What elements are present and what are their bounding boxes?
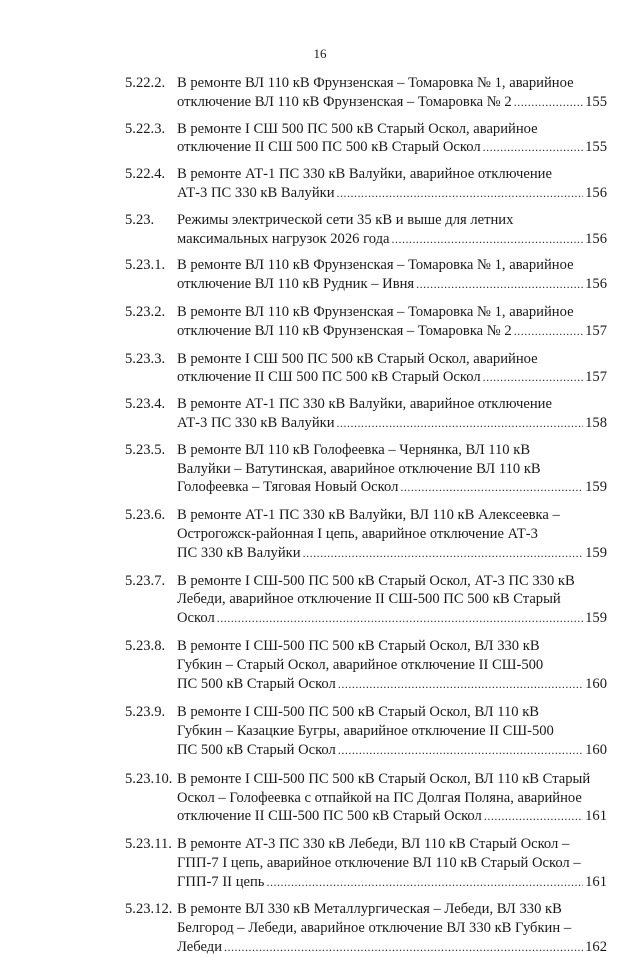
toc-entry-last-line — [177, 414, 607, 433]
dot-leader — [338, 675, 583, 694]
toc-entry-page-number[interactable]: 161 — [585, 808, 607, 825]
toc-entry-page-number[interactable]: 156 — [585, 230, 607, 247]
toc-entry-title — [177, 303, 607, 341]
toc-entry-title-line: В ремонте I СШ-500 ПС 500 кВ Старый Оскол, ВЛ 110 кВ — [177, 704, 540, 721]
toc-entry-title-line: АТ-3 ПС 330 кВ Валуйки — [177, 414, 335, 431]
toc-entry-title-line: АТ-3 ПС 330 кВ Валуйки — [177, 184, 335, 201]
page-number: 16 — [313, 46, 327, 61]
toc-entry-number: 5.23.8. — [125, 637, 166, 654]
toc-entry-page-number[interactable]: 157 — [585, 369, 607, 386]
toc-entry-page-number[interactable]: 159 — [585, 479, 607, 496]
toc-entry-title — [177, 637, 607, 693]
toc-entry[interactable] — [0, 835, 640, 891]
toc-entry-title-line: отключение II СШ 500 ПС 500 кВ Старый Оскол — [177, 369, 481, 386]
toc-entry-title-line: Губкин – Старый Оскол, аварийное отключение II СШ-500 — [177, 656, 544, 673]
dot-leader — [337, 414, 584, 433]
toc-entry-title — [177, 350, 607, 388]
dot-leader — [483, 368, 584, 387]
dot-leader — [338, 741, 583, 760]
toc-entry-title — [177, 256, 607, 294]
toc-entry-title-line: Лебеди, аварийное отключение II СШ-500 ПС 500 кВ Старый — [177, 591, 561, 608]
toc-entry[interactable] — [0, 770, 640, 826]
toc-entry-title-line: ПС 500 кВ Старый Оскол — [177, 741, 336, 758]
toc-entry-title-line: максимальных нагрузок 2026 года — [177, 230, 390, 247]
toc-entry[interactable] — [0, 350, 640, 388]
toc-entry[interactable] — [0, 165, 640, 203]
toc-entry-title — [177, 441, 607, 497]
toc-entry[interactable] — [0, 506, 640, 562]
toc-entry-page-number[interactable]: 159 — [585, 544, 607, 561]
toc-entry-last-line — [177, 807, 607, 826]
toc-entry-title-line: отключение ВЛ 110 кВ Фрунзенская – Томаровка № 2 — [177, 322, 512, 339]
toc-entry-number: 5.23.6. — [125, 507, 166, 524]
toc-entry-title-line: В ремонте I СШ-500 ПС 500 кВ Старый Оскол, ВЛ 110 кВ Старый — [177, 770, 591, 787]
toc-entry-title-line: В ремонте АТ-3 ПС 330 кВ Лебеди, ВЛ 110 кВ Старый Оскол – — [177, 836, 570, 853]
toc-entry-page-number[interactable]: 158 — [585, 414, 607, 431]
toc-entry-title-line: В ремонте I СШ 500 ПС 500 кВ Старый Оскол, аварийное — [177, 350, 538, 367]
toc-entry-page-number[interactable]: 159 — [585, 610, 607, 627]
toc-entry-title-line: В ремонте ВЛ 110 кВ Голофеевка – Чернянка, ВЛ 110 кВ — [177, 441, 531, 458]
toc-entry-last-line — [177, 675, 607, 694]
toc-entry-title-line: В ремонте ВЛ 110 кВ Фрунзенская – Томаровка № 1, аварийное — [177, 303, 574, 320]
toc-entry-title — [177, 703, 607, 759]
toc-entry-title — [177, 900, 607, 956]
toc-entry[interactable] — [0, 572, 640, 628]
toc-entry[interactable] — [0, 303, 640, 341]
dot-leader — [392, 230, 584, 249]
toc-entry-number: 5.22.4. — [125, 166, 166, 183]
toc-entry-last-line — [177, 275, 607, 294]
toc-entry-page-number[interactable]: 162 — [585, 939, 607, 956]
dot-leader — [484, 807, 583, 826]
toc-entry-title — [177, 572, 607, 628]
toc-entry-last-line — [177, 93, 607, 112]
toc-entry-number: 5.23.12. — [125, 901, 173, 918]
toc-entry-number: 5.23.11. — [125, 836, 172, 853]
toc-entry-number: 5.23.5. — [125, 441, 166, 458]
toc-entry-last-line — [177, 138, 607, 157]
dot-leader — [514, 93, 583, 112]
toc-entry-title — [177, 211, 607, 249]
toc-entry-last-line — [177, 322, 607, 341]
toc-entry-title-line: Лебеди — [177, 939, 223, 956]
toc-entry-last-line — [177, 478, 607, 497]
toc-entry-title-line: ПС 500 кВ Старый Оскол — [177, 675, 336, 692]
toc-entry-page-number[interactable]: 160 — [585, 741, 607, 758]
toc-entry-title-line: отключение II СШ-500 ПС 500 кВ Старый Оскол — [177, 808, 482, 825]
toc-entry-number: 5.23.3. — [125, 350, 166, 367]
toc-entry-title-line: ПС 330 кВ Валуйки — [177, 544, 301, 561]
toc-entry[interactable] — [0, 637, 640, 693]
toc-entry-page-number[interactable]: 155 — [585, 139, 607, 156]
toc-entry-number: 5.22.2. — [125, 75, 166, 91]
toc-entry-last-line — [177, 873, 607, 892]
toc-entry-number: 5.23.9. — [125, 704, 166, 721]
toc-entry[interactable] — [0, 900, 640, 956]
toc-entry-title-line: отключение II СШ 500 ПС 500 кВ Старый Оскол — [177, 139, 481, 156]
dot-leader — [303, 544, 584, 563]
dot-leader — [217, 609, 583, 628]
toc-entry-title — [177, 165, 607, 203]
toc-entry-page-number[interactable]: 156 — [585, 276, 607, 293]
dot-leader — [514, 322, 583, 341]
toc-entry-title-line: Губкин – Казацкие Бугры, аварийное отключение II СШ-500 — [177, 723, 554, 740]
toc-entry-title — [177, 395, 607, 433]
toc-entry[interactable] — [0, 120, 640, 158]
toc-entry-title-line: В ремонте ВЛ 110 кВ Фрунзенская – Томаровка № 1, аварийное — [177, 257, 574, 274]
toc-entry-title-line: ГПП-7 I цепь, аварийное отключение ВЛ 110 кВ Старый Оскол – — [177, 854, 581, 871]
toc-entry-title-line: В ремонте АТ-1 ПС 330 кВ Валуйки, аварийное отключение — [177, 166, 552, 183]
dot-leader — [337, 184, 584, 203]
toc-entry-title-line: В ремонте ВЛ 330 кВ Металлургическая – Лебеди, ВЛ 330 кВ — [177, 901, 562, 918]
toc-entry-last-line — [177, 368, 607, 387]
toc-entry-title-line: отключение ВЛ 110 кВ Фрунзенская – Томаровка № 2 — [177, 93, 512, 110]
toc-entry[interactable] — [0, 395, 640, 433]
dot-leader — [416, 275, 583, 294]
toc-entry-last-line — [177, 544, 607, 563]
toc-entry-title-line: Оскол — [177, 610, 215, 627]
toc-entry-title-line: В ремонте АТ-1 ПС 330 кВ Валуйки, ВЛ 110 кВ Алексеевка – — [177, 507, 560, 524]
toc-entry-number: 5.23.10. — [125, 770, 173, 787]
dot-leader — [400, 478, 583, 497]
toc-entry-page-number[interactable]: 161 — [585, 873, 607, 890]
toc-entry-last-line — [177, 741, 607, 760]
toc-entry-title — [177, 770, 607, 826]
toc-entry-number: 5.23. — [125, 211, 155, 228]
toc-entry-title-line: Голофеевка – Тяговая Новый Оскол — [177, 479, 399, 496]
toc-entry-number: 5.22.3. — [125, 120, 166, 137]
toc-entry-number: 5.23.4. — [125, 396, 166, 413]
dot-leader — [224, 938, 583, 957]
dot-leader — [266, 873, 583, 892]
toc-entry-title-line: Валуйки – Ватутинская, аварийное отключение ВЛ 110 кВ — [177, 460, 541, 477]
toc-entry-title-line: Режимы электрической сети 35 кВ и выше для летних — [177, 211, 514, 228]
toc-entry-title — [177, 506, 607, 562]
toc-entry-last-line — [177, 230, 607, 249]
dot-leader — [483, 138, 584, 157]
toc-entry-page-number[interactable]: 156 — [585, 184, 607, 201]
toc-entry-title-line: В ремонте I СШ 500 ПС 500 кВ Старый Оскол, аварийное — [177, 120, 538, 137]
toc-entry-page-number[interactable]: 160 — [585, 675, 607, 692]
toc-entry-last-line — [177, 609, 607, 628]
toc-entry-number: 5.23.2. — [125, 303, 166, 320]
toc-entry-title-line: В ремонте I СШ-500 ПС 500 кВ Старый Оскол, АТ-3 ПС 330 кВ — [177, 572, 575, 589]
toc-entry-last-line — [177, 938, 607, 957]
toc-entry-title-line: В ремонте АТ-1 ПС 330 кВ Валуйки, аварийное отключение — [177, 396, 552, 413]
toc-entry[interactable] — [0, 256, 640, 294]
toc-entry-title — [177, 120, 607, 158]
table-of-contents — [0, 74, 640, 957]
toc-entry-title — [177, 835, 607, 891]
toc-entry-title-line: В ремонте ВЛ 110 кВ Фрунзенская – Томаровка № 1, аварийное — [177, 75, 574, 91]
toc-entry[interactable] — [0, 211, 640, 249]
toc-entry-number: 5.23.1. — [125, 257, 166, 274]
toc-entry-title-line: Белгород – Лебеди, аварийное отключение ВЛ 330 кВ Губкин – — [177, 920, 572, 937]
toc-entry-title-line: Острогожск-районная I цепь, аварийное отключение АТ-3 — [177, 525, 538, 542]
toc-entry-page-number[interactable]: 157 — [585, 322, 607, 339]
toc-entry[interactable] — [0, 441, 640, 497]
toc-entry-title-line: отключение ВЛ 110 кВ Рудник – Ивня — [177, 276, 415, 293]
toc-entry-title-line: Оскол – Голофеевка с отпайкой на ПС Долгая Поляна, аварийное — [177, 789, 582, 806]
toc-entry-title-line: В ремонте I СШ-500 ПС 500 кВ Старый Оскол, ВЛ 330 кВ — [177, 637, 540, 654]
toc-entry-last-line — [177, 184, 607, 203]
toc-entry-title — [177, 74, 607, 112]
toc-entry[interactable] — [0, 74, 640, 112]
toc-entry-page-number[interactable]: 155 — [585, 93, 607, 110]
toc-entry-number: 5.23.7. — [125, 572, 166, 589]
toc-entry-title-line: ГПП-7 II цепь — [177, 873, 265, 890]
toc-entry[interactable] — [0, 703, 640, 759]
